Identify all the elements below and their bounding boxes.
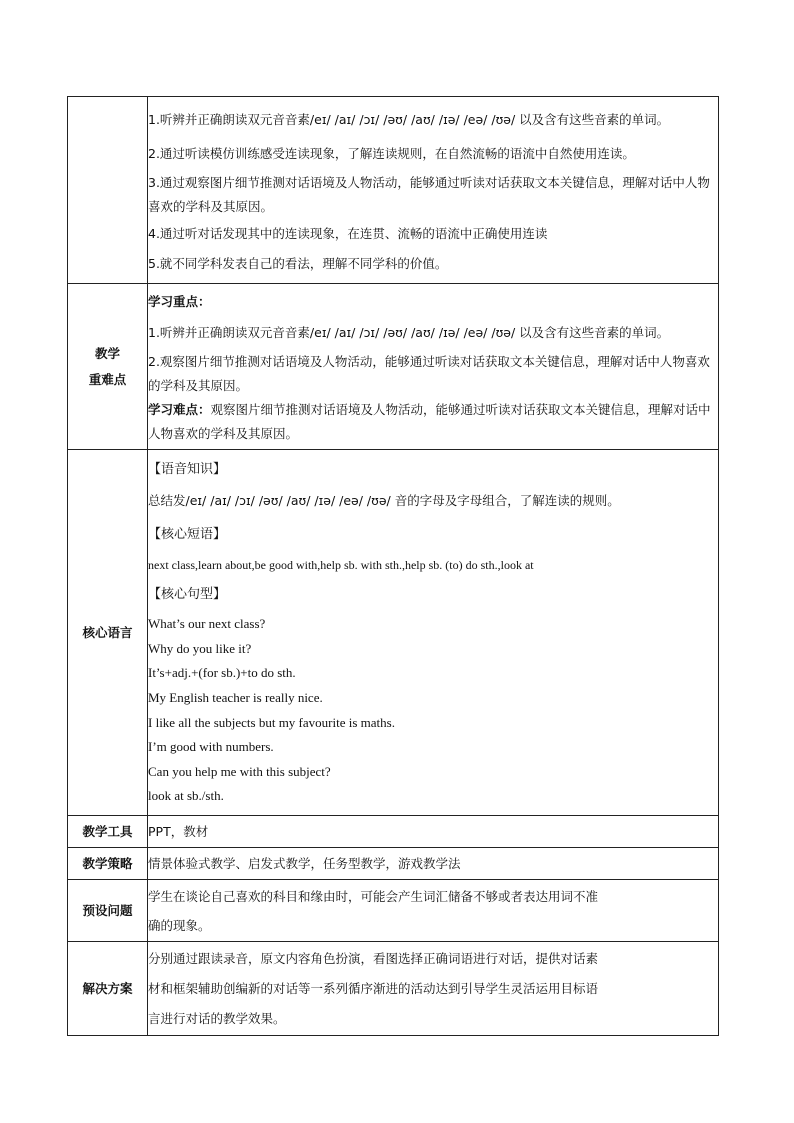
strategy-content [148,848,719,880]
key-points-label-line1: 教学 [94,345,120,361]
sentence-1: What’s our next class? [148,616,266,632]
solution-label: 解决方案 [68,942,148,1036]
anticipated-label: 预设问题 [68,880,148,942]
core-language-row [68,450,719,816]
objective-item-1: 1.听辨并正确朗读双元音音素/eɪ/ /aɪ/ /ɔɪ/ /əʊ/ /aʊ/ /ɪə/ /eə/ /ʊə/ 以及含有这些音素的单词。 [148,112,670,127]
solution-line-1: 分别通过跟读录音，原文内容角色扮演，看图选择正确词语进行对话，提供对话素 [148,950,599,966]
phonetics-title: 【语音知识】 [148,462,227,478]
sentence-6: I’m good with numbers. [148,739,274,755]
anticipated-line-1: 学生在谈论自己喜欢的科目和缘由时，可能会产生词汇储备不够或者表达用词不准 [148,888,599,904]
key-points-label [68,284,148,450]
objective-item-3: 3.通过观察图片细节推测对话语境及人物活动，能够通过听读对话获取文本关键信息，理解对话中人物喜欢的学科及其原因。 [148,175,710,214]
lesson-plan-table [67,96,719,1036]
focus-title: 学习重点： [148,293,211,309]
sentence-4: My English teacher is really nice. [148,689,323,705]
sentence-2: Why do you like it? [148,640,252,656]
strategy-row [68,848,719,880]
sentence-5: I like all the subjects but my favourite is maths. [148,714,395,730]
solution-line-3: 言进行对话的教学效果。 [148,1010,286,1026]
phonetics-text: 总结发/eɪ/ /aɪ/ /ɔɪ/ /əʊ/ /aʊ/ /ɪə/ /eə/ /ʊə/ 音的字母及字母组合，了解连读的规则。 [148,493,620,509]
objectives-row [68,97,719,284]
objective-item-5: 5.就不同学科发表自己的看法，理解不同学科的价值。 [148,256,448,271]
difficulty-text: 观察图片细节推测对话语境及人物活动，能够通过听读对话获取文本关键信息，理解对话中人物喜欢的学科及其原因。 [148,401,711,441]
sentence-8: look at sb./sth. [148,788,224,804]
difficulty-title: 学习难点： [148,401,211,417]
core-language-label: 核心语言 [68,450,148,816]
strategy-value: 情景体验式教学、启发式教学，任务型教学，游戏教学法 [148,855,461,871]
objectives-content [148,97,719,284]
anticipated-row [68,880,719,942]
focus-item-1: 1.听辨并正确朗读双元音音素/eɪ/ /aɪ/ /ɔɪ/ /əʊ/ /aʊ/ /ɪə/ /eə/ /ʊə/ 以及含有这些音素的单词。 [148,324,670,340]
objective-item-2: 2.通过听读模仿训练感受连读现象，了解连读规则，在自然流畅的语流中自然使用连读。 [148,146,635,161]
tools-row [68,816,719,848]
sentences-title: 【核心句型】 [148,587,227,603]
key-points-row [68,284,719,450]
core-language-content [148,450,719,816]
anticipated-content [148,880,719,942]
tools-label: 教学工具 [68,816,148,848]
key-points-label-line2: 重难点 [88,371,127,387]
solution-row [68,942,719,1036]
difficulty-block [148,398,718,446]
key-points-content [148,284,719,450]
objective-item-4: 4.通过听对话发现其中的连读现象，在连贯、流畅的语流中正确使用连读 [148,226,548,241]
solution-content [148,942,719,1036]
objectives-label-cell [68,97,148,284]
strategy-label: 教学策略 [68,848,148,880]
phrases-text: next class,learn about,be good with,help sb. with sth.,help sb. (to) do sth.,look at [148,558,534,573]
tools-content [148,816,719,848]
sentence-7: Can you help me with this subject? [148,763,331,779]
phrases-title: 【核心短语】 [148,527,227,543]
tools-value: PPT，教材 [148,823,209,839]
anticipated-line-2: 确的现象。 [148,917,211,933]
sentence-3: It’s+adj.+(for sb.)+to do sth. [148,665,296,681]
focus-item-2: 2.观察图片细节推测对话语境及人物活动，能够通过听读对话获取文本关键信息，理解对话中人物喜欢的学科及其原因。 [148,353,710,393]
solution-line-2: 材和框架辅助创编新的对话等一系列循序渐进的活动达到引导学生灵活运用目标语 [148,980,599,996]
